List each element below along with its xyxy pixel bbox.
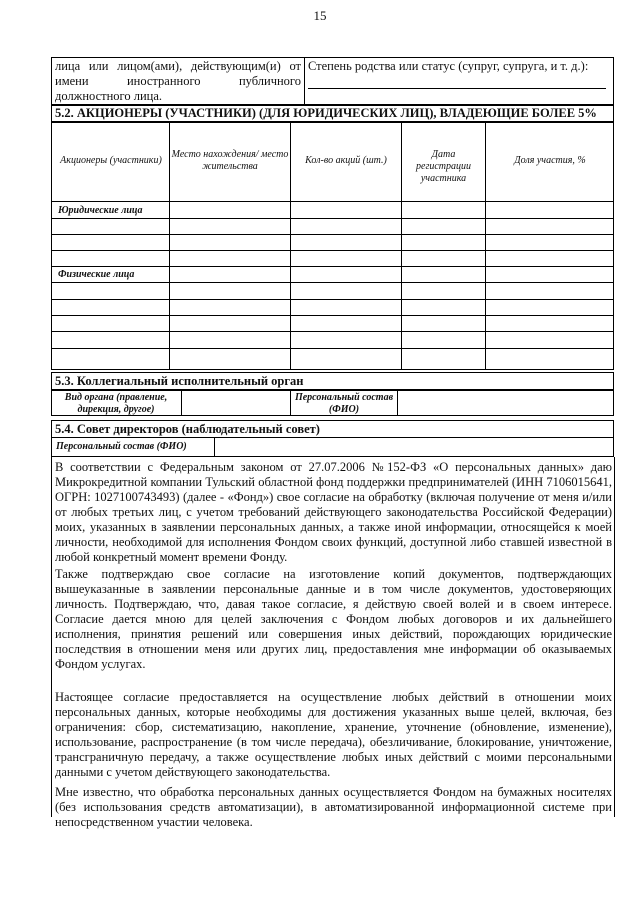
relation-status-field[interactable] — [305, 58, 614, 106]
foreign-official-text: лица или лицом(ами), действующим(и) от имени иностранного публичного должностного лица. — [52, 58, 305, 106]
consent-frame-right — [614, 457, 615, 817]
col-share-percent: Доля участия, % — [514, 155, 586, 166]
consent-paragraph-2: Также подтверждаю свое согласие на изготовление копий документов, подтверждающих вышеуказанные в заявлении персональные данные и в том числе документов, удостоверяющих личность. Подтверждаю, что, давая такое согласие, я действую своей волей и в своем интересе. Согласие дается мною для целей заключения с Фондом любых договоров и их дальнейшего исполнения, принятия решений или совершения иных действий, порождающих юридические последствия в отношении меня или других лиц, предоставления мне информации об оказываемых Фондом услугах. — [55, 567, 612, 671]
board-of-directors-table — [51, 437, 614, 457]
col-shareholders: Акционеры (участники) — [60, 155, 162, 166]
col-location: Место нахождения/ место жительства — [171, 149, 289, 172]
executive-body-type-field[interactable] — [181, 391, 290, 415]
executive-body-table — [51, 390, 614, 416]
consent-paragraph-4: Мне известно, что обработка персональных данных осуществляется Фондом на бумажных носителях (без использования средств автоматизации), в автоматизированной информационной системе при непосредственном участии человека. — [55, 785, 612, 829]
col-registration-date: Дата регистрации участника — [416, 149, 471, 184]
relation-status-line — [308, 74, 606, 89]
col-share-count: Кол-во акций (шт.) — [305, 155, 387, 166]
executive-body-persons-label: Персональный состав (ФИО) — [290, 391, 397, 415]
group-physical-persons: Физические лица — [58, 269, 135, 280]
consent-paragraph-1: В соответствии с Федеральным законом от 27.07.2006 №152-ФЗ «О персональных данных» даю Микрокредитной компании Тульский областной фонд поддержки предпринимателей (ИНН 7106015641, ОГРН: 1027100743493) (далее - «Фонд») свое согласие на обработку (включая получение от меня и/или от любых третьих лиц, с учетом требований действующего законодательства Российской Федерации) моих, указанных в заявлении персональных данных, а также иной информации, относящейся к моей личности, необходимой для исполнения Фондом своих функций, доступной либо ставшей известной в любой конкретный момент времени Фонду. — [55, 460, 612, 564]
board-persons-label: Персональный состав (ФИО) — [52, 438, 215, 456]
section-5-1-continuation-table — [51, 57, 614, 106]
section-5-2-title: 5.2. АКЦИОНЕРЫ (УЧАСТНИКИ) (ДЛЯ ЮРИДИЧЕСКИХ ЛИЦ), ВЛАДЕЮЩИЕ БОЛЕЕ 5% — [51, 104, 614, 122]
board-persons-field[interactable] — [215, 438, 614, 456]
page-number: 15 — [313, 8, 327, 23]
executive-body-persons-field[interactable] — [397, 391, 614, 415]
consent-paragraph-3: Настоящее согласие предоставляется на осуществление любых действий в отношении моих персональных данных, которые необходимы для достижения указанных выше целей, включая, без ограничения: сбор, систематизацию, накопление, хранение, уточнение (обновление, изменение), использование, распространение (в том числе передача), обезличивание, блокирование, уничтожение, трансграничную передачу, а также осуществление любых иных действий с моими персональными данными с учетом действующего законодательства. — [55, 690, 612, 779]
section-5-3-title: 5.3. Коллегиальный исполнительный орган — [51, 372, 614, 390]
group-legal-entities: Юридические лица — [58, 205, 143, 216]
relation-status-label: Степень родства или статус (супруг, супруга, и т. д.): — [308, 59, 589, 73]
executive-body-type-label: Вид органа (правление, дирекция, другое) — [64, 392, 168, 415]
shareholders-table — [51, 122, 614, 370]
section-5-4-title: 5.4. Совет директоров (наблюдательный совет) — [51, 420, 614, 438]
